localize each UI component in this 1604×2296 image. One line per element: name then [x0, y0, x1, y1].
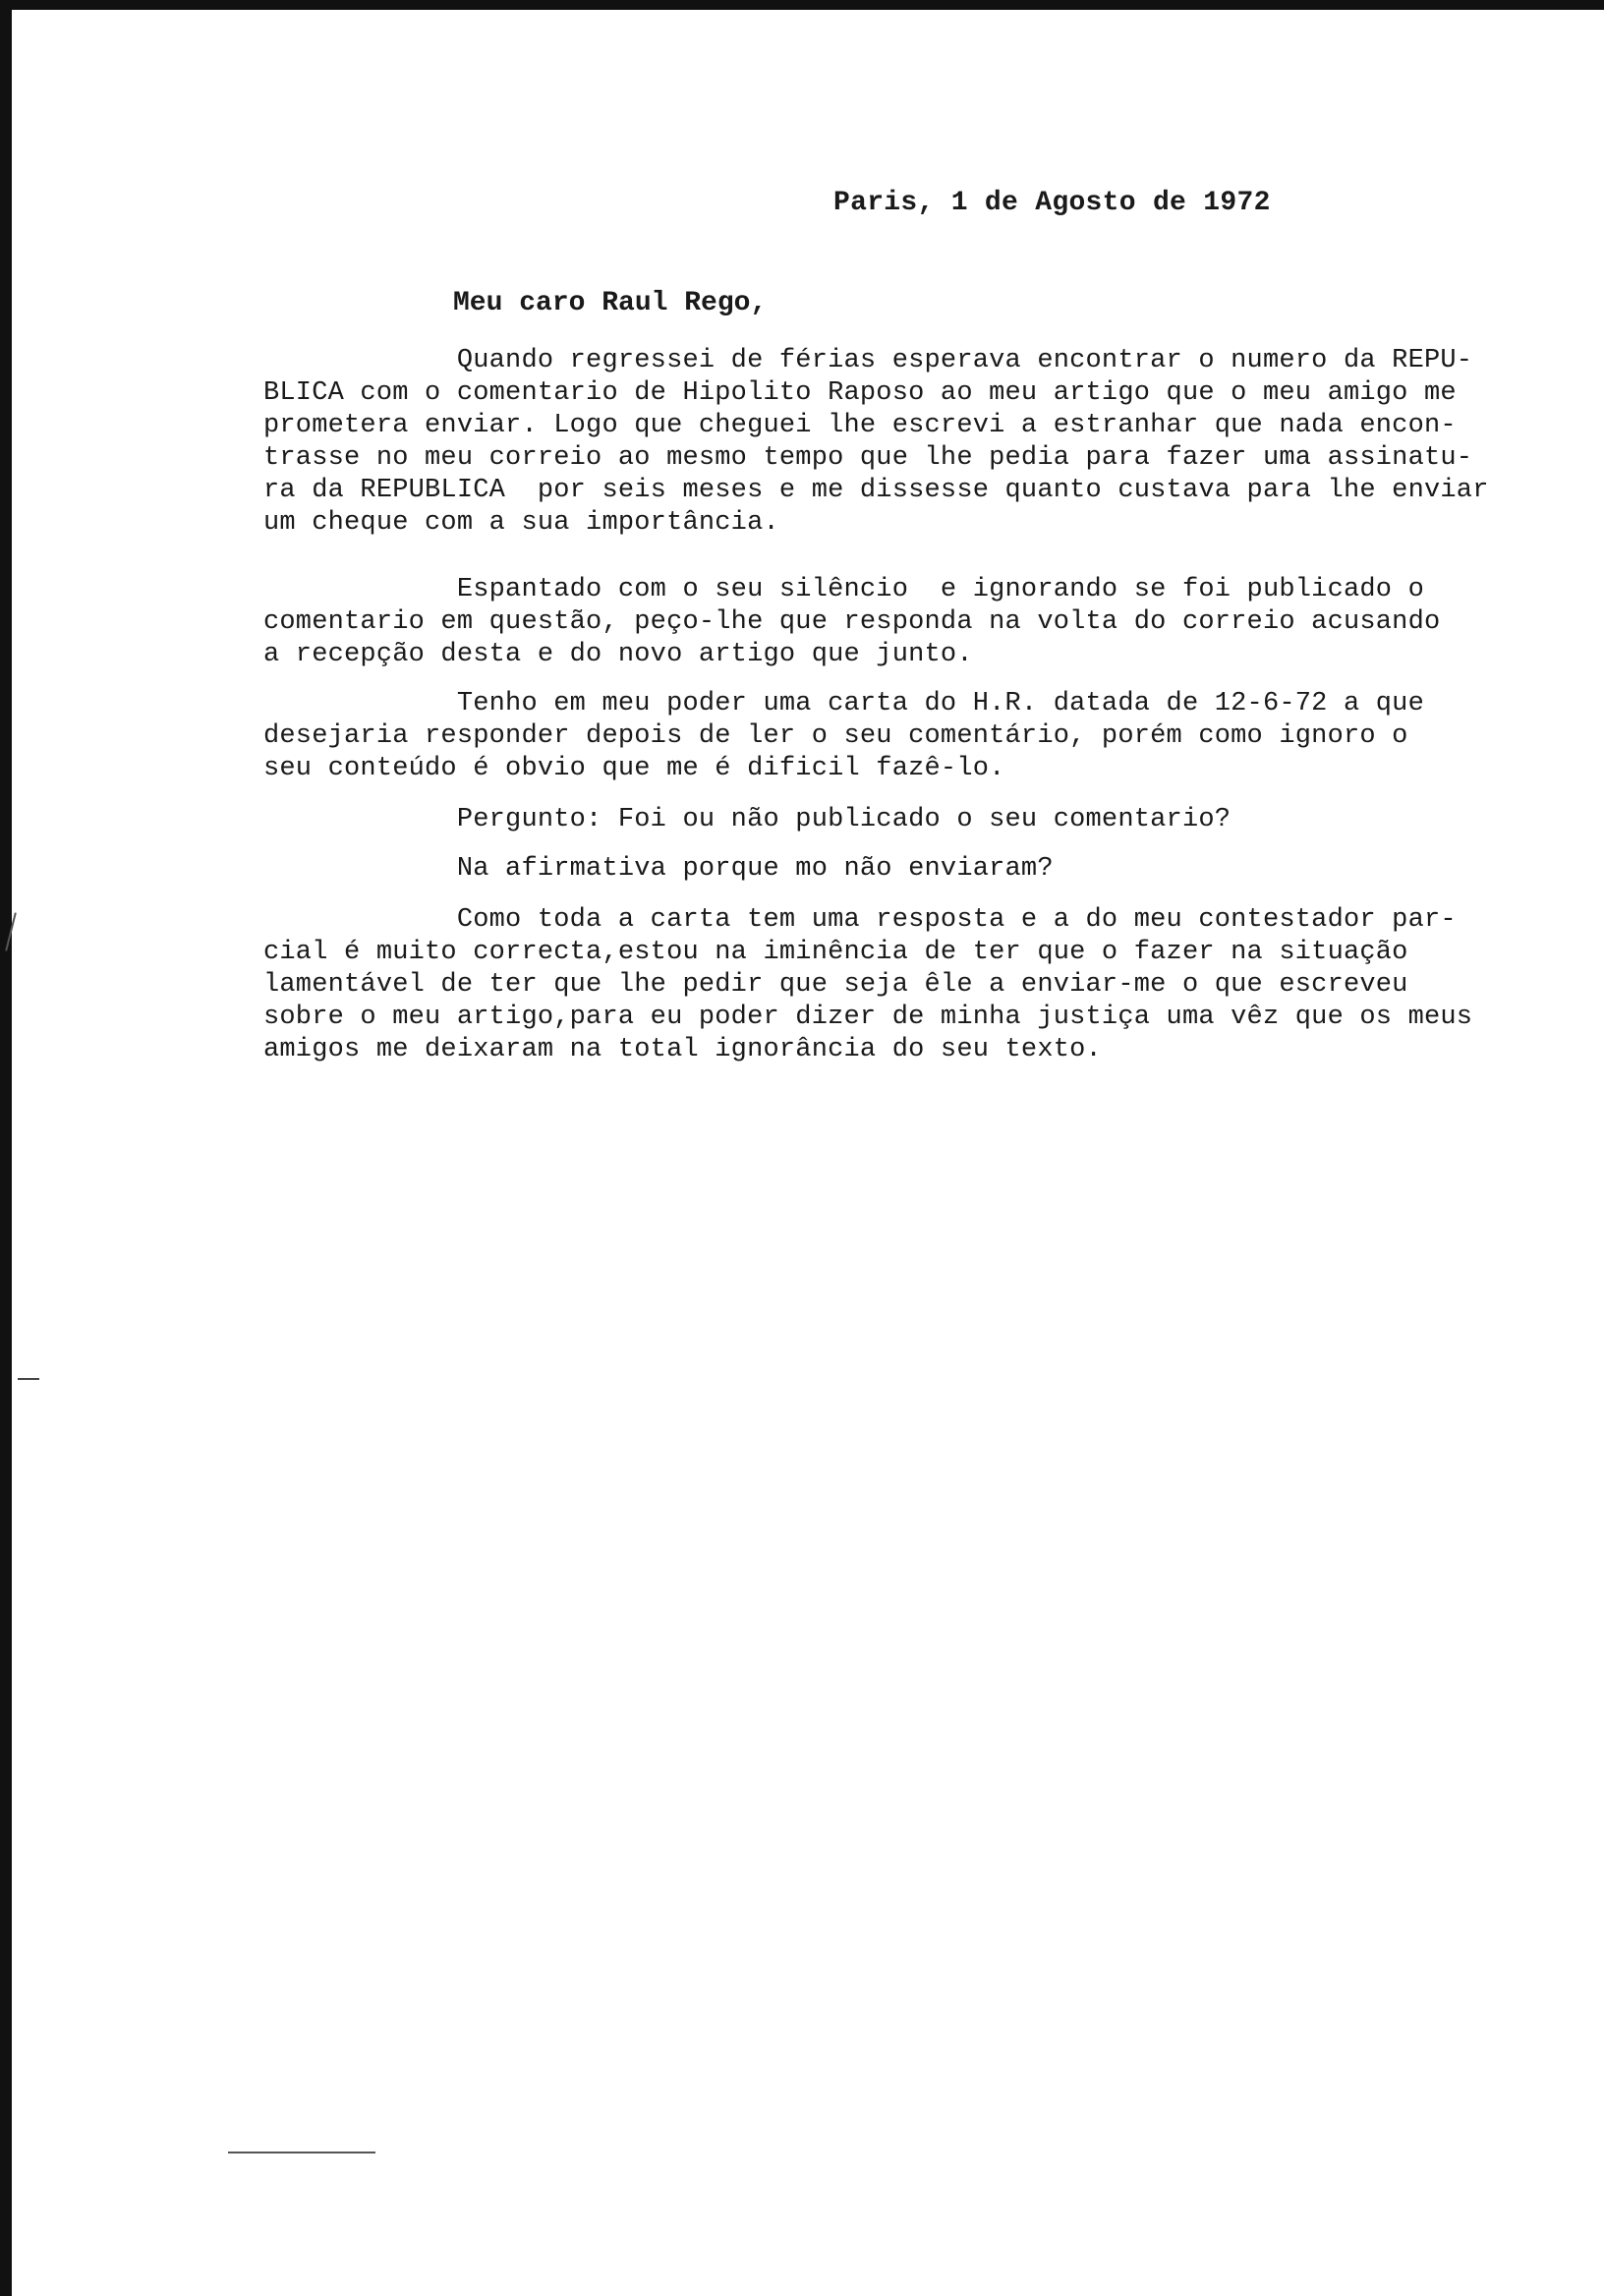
- page-border-top: [0, 0, 1604, 10]
- text-line: Na afirmativa porque mo não enviaram?: [263, 854, 1054, 884]
- text-line: a recepção desta e do novo artigo que junto.: [263, 640, 973, 669]
- text-line: Tenho em meu poder uma carta do H.R. datada de 12-6-72 a que: [263, 689, 1424, 718]
- paragraph-5: [263, 853, 1571, 886]
- paragraph-1: [263, 345, 1571, 540]
- text-line: seu conteúdo é obvio que me é dificil fazê-lo.: [263, 754, 1005, 783]
- text-line: Quando regressei de férias esperava encontrar o numero da REPU-: [263, 346, 1473, 375]
- text-line: BLICA com o comentario de Hipolito Raposo ao meu artigo que o meu amigo me: [263, 378, 1457, 408]
- letter-date: Paris, 1 de Agosto de 1972: [833, 188, 1271, 218]
- page-border-left: [0, 0, 12, 2296]
- text-line: lamentável de ter que lhe pedir que seja êle a enviar-me o que escreveu: [263, 970, 1408, 1000]
- paragraph-4: [263, 804, 1571, 836]
- text-line: ra da REPUBLICA por seis meses e me dissesse quanto custava para lhe enviar: [263, 476, 1489, 505]
- bottom-rule: [228, 2152, 375, 2153]
- text-line: comentario em questão, peço-lhe que responda na volta do correio acusando: [263, 607, 1441, 637]
- text-line: Como toda a carta tem uma resposta e a do meu contestador par-: [263, 905, 1457, 935]
- paragraph-2: [263, 574, 1571, 671]
- text-line: amigos me deixaram na total ignorância do seu texto.: [263, 1035, 1102, 1064]
- text-line: Pergunto: Foi ou não publicado o seu comentario?: [263, 805, 1232, 834]
- salutation: Meu caro Raul Rego,: [453, 288, 768, 318]
- text-line: um cheque com a sua importância.: [263, 508, 779, 538]
- text-line: desejaria responder depois de ler o seu comentário, porém como ignoro o: [263, 721, 1408, 751]
- text-line: sobre o meu artigo,para eu poder dizer de minha justiça uma vêz que os meus: [263, 1003, 1473, 1032]
- paragraph-6: [263, 904, 1571, 1066]
- text-line: Espantado com o seu silêncio e ignorando se foi publicado o: [263, 575, 1424, 604]
- margin-dash: [18, 1378, 39, 1380]
- text-line: trasse no meu correio ao mesmo tempo que lhe pedia para fazer uma assinatu-: [263, 443, 1473, 473]
- text-line: cial é muito correcta,estou na iminência de ter que o fazer na situação: [263, 938, 1408, 967]
- text-line: prometera enviar. Logo que cheguei lhe escrevi a estranhar que nada encon-: [263, 411, 1457, 440]
- paragraph-3: [263, 688, 1571, 785]
